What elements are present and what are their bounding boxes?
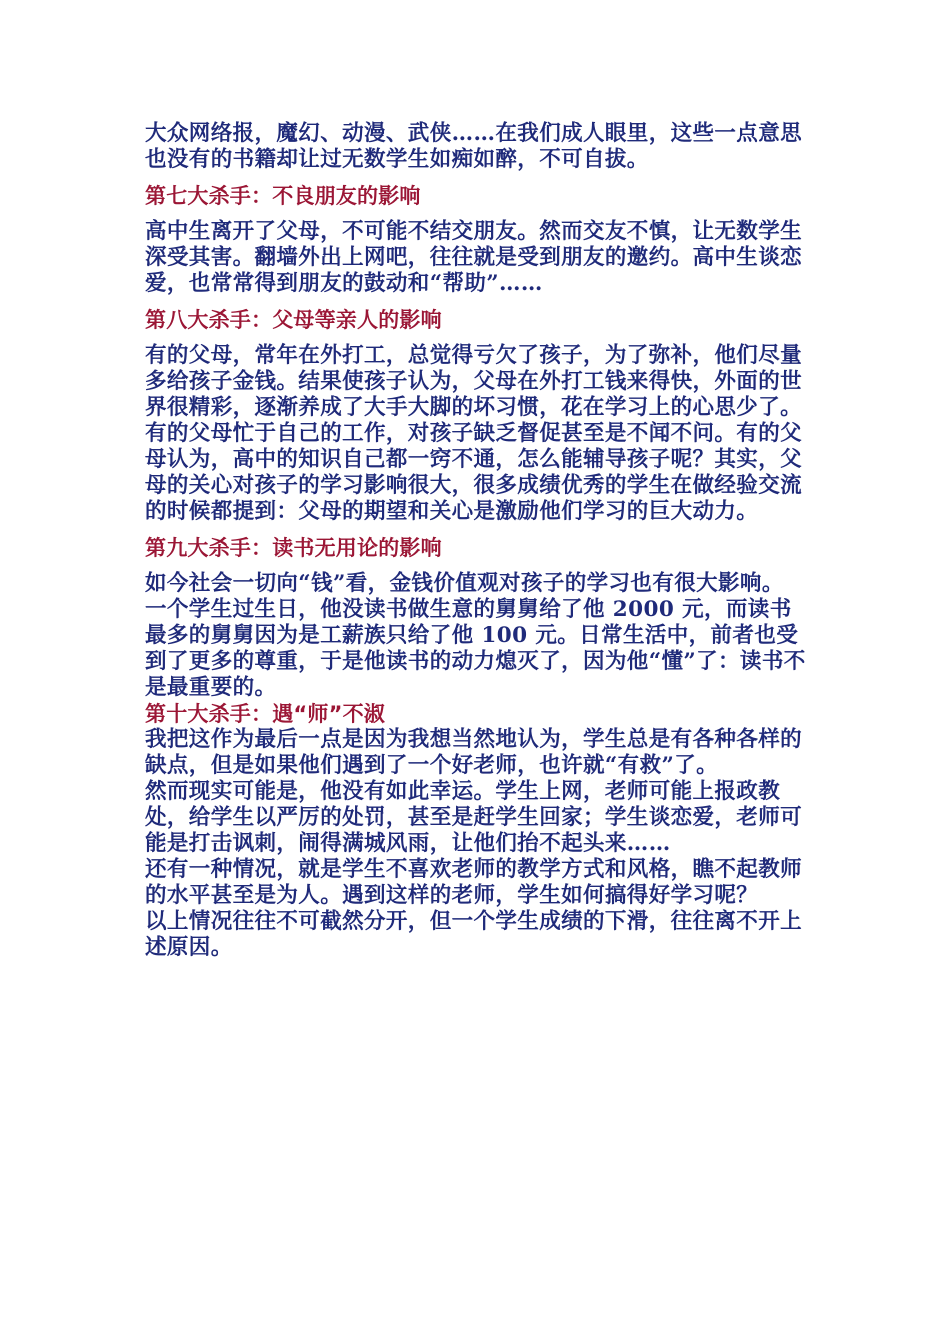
heading-tenth-killer: 第十大杀手：遇“师”不淑	[145, 702, 386, 726]
paragraph-money-values: 如今社会一切向“钱”看，金钱价值观对孩子的学习也有很大影响。	[145, 571, 784, 596]
heading-seventh-killer: 第七大杀手：不良朋友的影响	[145, 184, 421, 208]
paragraph-good-teacher: 我把这作为最后一点是因为我想当然地认为，学生总是有各种各样的缺点，但是如果他们遇到了一个好老师，也许就“有救”了。	[145, 727, 803, 778]
paragraph-conclusion: 以上情况往往不可截然分开，但一个学生成绩的下滑，往往离不开上述原因。	[145, 909, 803, 960]
heading-eighth-killer: 第八大杀手：父母等亲人的影响	[145, 308, 442, 332]
heading-ninth-killer: 第九大杀手：读书无用论的影响	[145, 536, 442, 560]
paragraph-birthday-example: 一个学生过生日，他没读书做生意的舅舅给了他 2000 元，而读书最多的舅舅因为是工薪族只给了他 100 元。日常生活中，前者也受到了更多的尊重，于是他读书的动力熄灭了，因为他“懂”了：读书不是最重要的。	[145, 597, 806, 700]
paragraph-parents-busy: 有的父母忙于自己的工作，对孩子缺乏督促甚至是不闻不问。有的父母认为，高中的知识自己都一窍不通，怎么能辅导孩子呢？其实，父母的关心对孩子的学习影响很大，很多成绩优秀的学生在做经验交流的时候都提到：父母的期望和关心是激励他们学习的巨大动力。	[145, 421, 803, 524]
paragraph-teaching-style: 还有一种情况，就是学生不喜欢老师的教学方式和风格，瞧不起教师的水平甚至是为人。遇到这样的老师，学生如何搞得好学习呢？	[145, 857, 803, 908]
paragraph-reality: 然而现实可能是，他没有如此幸运。学生上网，老师可能上报政教处，给学生以严厉的处罚，甚至是赶学生回家；学生谈恋爱，老师可能是打击讽刺，闹得满城风雨，让他们抬不起头来……	[145, 779, 803, 856]
document-body	[145, 121, 810, 961]
paragraph-parents-working-away: 有的父母，常年在外打工，总觉得亏欠了孩子，为了弥补，他们尽量多给孩子金钱。结果使孩子认为，父母在外打工钱来得快，外面的世界很精彩，逐渐养成了大手大脚的坏习惯，花在学习上的心思少了。	[145, 343, 803, 420]
paragraph-intro: 大众网络报，魔幻、动漫、武侠……在我们成人眼里，这些一点意思也没有的书籍却让过无数学生如痴如醉，不可自拔。	[145, 121, 803, 172]
paragraph-bad-friends: 高中生离开了父母，不可能不结交朋友。然而交友不慎，让无数学生深受其害。翻墙外出上网吧，往往就是受到朋友的邀约。高中生谈恋爱，也常常得到朋友的鼓动和“帮助”……	[145, 219, 803, 296]
